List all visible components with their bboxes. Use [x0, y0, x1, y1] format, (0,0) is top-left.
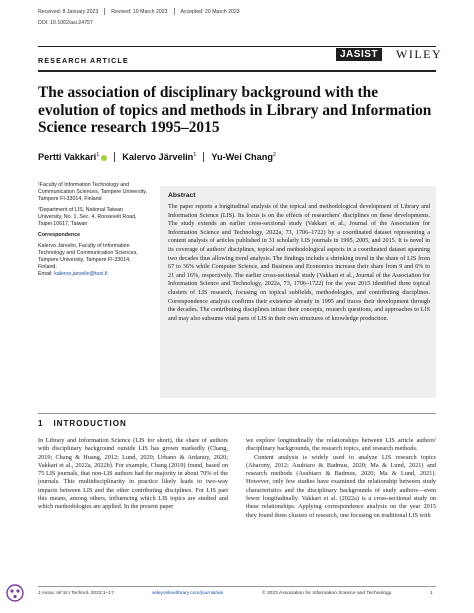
submission-dates: [38, 8, 438, 15]
correspondence-text: Kalervo Järvelin, Faculty of Information Technology and Communication Sciences, Tampere University, Tampere FI-33014, Finland. Email: kalervo.jarvelin@tuni.fi: [38, 243, 138, 277]
footer-copyright: © 2023 Association for Information Science and Technology.: [262, 591, 393, 596]
doi[interactable]: DOI: 10.1002/asi.24757: [38, 20, 93, 26]
divider: [114, 152, 115, 162]
paragraph: Content analysis is widely used to analyze LIS research topics (Aharony, 2012; Asubiaro & Badmus, 2020; Ma & Lund, 2021) and research methods (Asubiaro & Badmus, 2020; Ma & Lund, 2021). However, only few studies have examined the relationship between study characteristics and the disciplinary backgrounds of study authors—even fewer longitudinally. Vakkari et al. (2022a) is a cross-sectional study on these relationships. Applying correspondence analysis on the year 2015 they found three clusters of research, one focusing on traditional LIS with: [246, 453, 436, 519]
section-heading: [38, 419, 127, 428]
abstract-box: [160, 186, 436, 398]
accepted-date: Accepted: 20 March 2023: [180, 8, 240, 15]
section-rule: [38, 413, 436, 414]
article-title: The association of disciplinary background with the evolution of topics and methods in Library and Information Science research 1995–2015: [38, 84, 432, 136]
correspondence-heading: Correspondence: [38, 232, 81, 238]
header-rule: [38, 46, 436, 47]
author-list: [38, 152, 438, 162]
reader-app-icon[interactable]: [6, 584, 24, 602]
paragraph: In Library and Information Science (LIS for short), the share of authors with disciplinary background outside LIS has grown markedly (Chang, 2019; Chang & Huang, 2012; Lund, 2020; Urbano & Ardanuy, 2020; Vakkari et al., 2022a, 2022b). For example, Chang (2019) found, based on 75 LIS journals, that non-LIS authors had the majority in about 70% of the journals. This multidisciplinarity in practice likely leads to two-way impacts between LIS and the other contributing disciplines. For LIS part this means, among others, influencing which LIS topics are studied and which methodologies are applied. In the present paper: [38, 437, 228, 511]
page-number: 1: [430, 591, 433, 596]
abstract-text: The paper reports a longitudinal analysis of the topical and methodological development of Library and Information Science (LIS). Its focus is on the effects of researchers' disciplines on these developments. The study extends an earlier cross-sectional study (Vakkari et al., Journal of the Association for Information Science and Technology, 2022a, 73, 1706–1722) by a coordinated dataset representing a content analysis of articles published in 31 scholarly LIS journals in 1995, 2005, and 2015. It is novel in its coverage of authors' disciplines, topical and methodological aspects in a coordinated dataset spanning two decades thus allowing trend analysis. The findings include a shrinking trend in the share of LIS from 67 to 36% while Computer Science, and Business and Economics increase their share from 9 and 6% to 21 and 16%, respectively. The earlier cross-sectional study (Vakkari et al., Journal of the Association for Information Science and Technology, 2022a, 73, 1706–1722) for the year 2015 identified three topical clusters of LIS research, focusing on topical subfields, methodologies, and contributing disciplines. Correspondence analysis confirms their existence already in 1995 and traces their development through the decades. The contributing disciplines infuse their concepts, research questions, and approaches to LIS and may also subsume vital parts of LIS in their own structures of knowledge production.: [168, 204, 430, 322]
footer-rule: [38, 586, 436, 587]
body-column-left: [38, 437, 228, 512]
section-title: INTRODUCTION: [53, 419, 127, 428]
article-type: RESEARCH ARTICLE: [38, 56, 129, 65]
orcid-icon[interactable]: [101, 155, 107, 161]
divider: [174, 8, 175, 15]
divider: [203, 152, 204, 162]
publisher-logo: WILEY: [396, 47, 443, 61]
abstract-heading: Abstract: [168, 192, 196, 199]
received-date: Received: 8 January 2023: [38, 8, 99, 15]
author[interactable]: Yu-Wei Chang$^2$: [211, 152, 277, 163]
journal-logo: JASIST: [336, 48, 382, 61]
footer-journal: J Assoc Inf Sci Technol. 2023;1–17.: [38, 591, 116, 596]
affiliations-panel: [38, 182, 148, 282]
divider: [104, 8, 105, 15]
footer-url[interactable]: wileyonlinelibrary.com/journal/asi: [152, 591, 224, 596]
affiliation: ¹Faculty of Information Technology and Communication Sciences, Tampere University, Tampere FI-33014, Finland: [38, 182, 148, 202]
body-column-right: [246, 437, 436, 520]
author[interactable]: Pertti Vakkari$^1$: [38, 152, 107, 162]
email-link[interactable]: kalervo.jarvelin@tuni.fi: [54, 271, 108, 277]
title-rule: [38, 70, 436, 72]
revised-date: Revised: 10 March 2023: [111, 8, 168, 15]
affiliation: ²Department of LIS, National Taiwan University, No. 1, Sec. 4, Roosevelt Road, Taipei 10617, Taiwan: [38, 207, 137, 227]
section-number: 1: [38, 419, 44, 428]
paragraph: we explore longitudinally the relationships between LIS article authors' disciplinary backgrounds, the research topics, and research methods.: [246, 437, 436, 453]
author[interactable]: Kalervo Järvelin$^1$: [122, 152, 197, 163]
